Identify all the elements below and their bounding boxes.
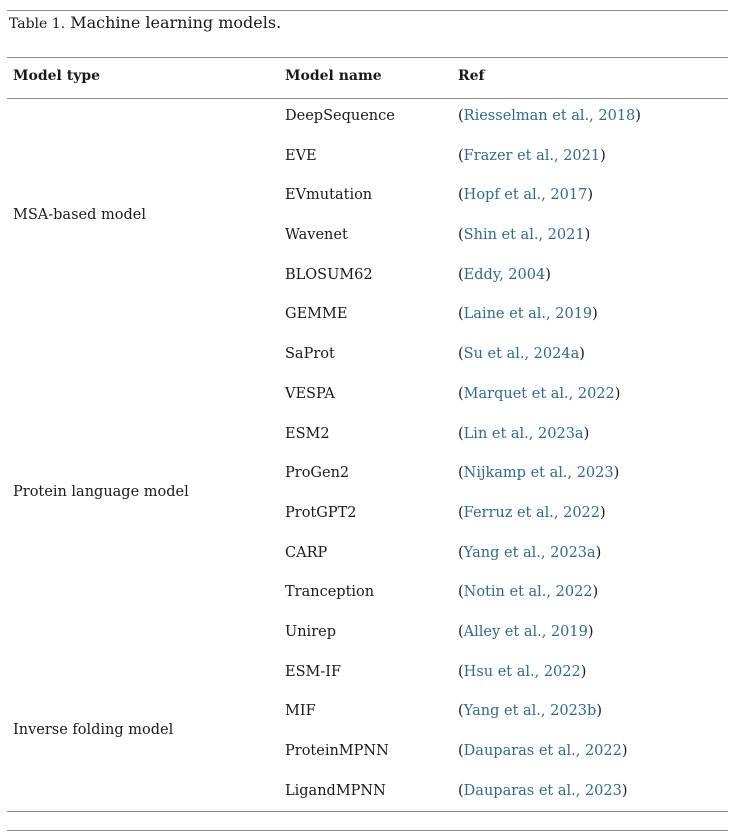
model-name: EVmutation bbox=[285, 187, 373, 204]
table-row bbox=[0, 424, 733, 464]
model-ref: (Lin et al., 2023a) bbox=[458, 425, 590, 442]
model-name: ESM2 bbox=[285, 425, 330, 442]
citation-link[interactable]: Yang et al., 2023a bbox=[463, 544, 596, 561]
group-label-msa: MSA-based model bbox=[13, 207, 146, 223]
citation-link[interactable]: Ferruz et al., 2022 bbox=[463, 504, 600, 521]
citation-link[interactable]: Yang et al., 2023b bbox=[463, 703, 597, 720]
model-name: EVE bbox=[285, 147, 317, 164]
table-row bbox=[0, 344, 733, 384]
header-bottom-rule bbox=[7, 98, 728, 99]
model-ref: (Notin et al., 2022) bbox=[458, 584, 599, 601]
table-bottom-rule bbox=[7, 811, 728, 812]
group-label-inverse-folding: Inverse folding model bbox=[13, 722, 174, 738]
citation-link[interactable]: Dauparas et al., 2022 bbox=[463, 743, 622, 759]
citation-link[interactable]: Alley et al., 2019 bbox=[463, 623, 588, 640]
model-ref: (Laine et al., 2019) bbox=[458, 306, 598, 323]
model-ref: (Hopf et al., 2017) bbox=[458, 187, 594, 204]
table-row bbox=[0, 384, 733, 424]
model-ref: (Shin et al., 2021) bbox=[458, 227, 591, 244]
citation-link[interactable]: Eddy, 2004 bbox=[463, 266, 546, 283]
model-name: DeepSequence bbox=[285, 108, 395, 124]
citation-link[interactable]: Frazer et al., 2021 bbox=[463, 147, 601, 164]
model-name: LigandMPNN bbox=[285, 782, 386, 799]
citation-link[interactable]: Notin et al., 2022 bbox=[463, 584, 593, 601]
citation-link[interactable]: Marquet et al., 2022 bbox=[463, 385, 615, 402]
model-ref: (Alley et al., 2019) bbox=[458, 623, 594, 640]
model-ref: (Nijkamp et al., 2023) bbox=[458, 465, 620, 482]
page-bottom-rule bbox=[7, 830, 728, 831]
table-caption bbox=[9, 13, 281, 34]
table-body bbox=[0, 106, 733, 820]
header-ref: Ref bbox=[458, 68, 485, 84]
header-model-name: Model name bbox=[285, 68, 382, 84]
model-name: ESM-IF bbox=[285, 663, 342, 680]
table-row bbox=[0, 781, 733, 821]
citation-link[interactable]: Riesselman et al., 2018 bbox=[463, 108, 636, 124]
model-name: Tranception bbox=[285, 584, 375, 601]
model-ref: (Yang et al., 2023b) bbox=[458, 703, 602, 720]
table-row bbox=[0, 225, 733, 265]
model-name: ProGen2 bbox=[285, 465, 350, 482]
model-name: CARP bbox=[285, 544, 328, 561]
header-top-rule bbox=[7, 57, 728, 58]
group-label-plm: Protein language model bbox=[13, 484, 189, 500]
model-ref: (Riesselman et al., 2018) bbox=[458, 108, 641, 124]
table-row bbox=[0, 146, 733, 186]
model-ref: (Eddy, 2004) bbox=[458, 266, 551, 283]
model-ref: (Dauparas et al., 2022) bbox=[458, 743, 628, 759]
model-name: VESPA bbox=[285, 385, 335, 402]
table-caption-title: Machine learning models. bbox=[70, 13, 282, 32]
table-row bbox=[0, 622, 733, 662]
citation-link[interactable]: Hsu et al., 2022 bbox=[463, 663, 581, 680]
table-row bbox=[0, 185, 733, 225]
model-name: Wavenet bbox=[285, 227, 348, 244]
table-row bbox=[0, 265, 733, 305]
model-name: ProteinMPNN bbox=[285, 743, 389, 759]
table-row bbox=[0, 701, 733, 741]
model-name: GEMME bbox=[285, 306, 348, 323]
model-name: SaProt bbox=[285, 346, 335, 363]
table-row bbox=[0, 741, 733, 781]
citation-link[interactable]: Nijkamp et al., 2023 bbox=[463, 465, 614, 482]
table-row bbox=[0, 503, 733, 543]
top-rule bbox=[7, 10, 728, 11]
citation-link[interactable]: Lin et al., 2023a bbox=[463, 425, 584, 442]
citation-link[interactable]: Laine et al., 2019 bbox=[463, 306, 593, 323]
model-ref: (Marquet et al., 2022) bbox=[458, 385, 621, 402]
citation-link[interactable]: Su et al., 2024a bbox=[463, 346, 580, 363]
table-row bbox=[0, 463, 733, 503]
model-ref: (Frazer et al., 2021) bbox=[458, 147, 606, 164]
model-ref: (Hsu et al., 2022) bbox=[458, 663, 587, 680]
table-row bbox=[0, 304, 733, 344]
citation-link[interactable]: Dauparas et al., 2023 bbox=[463, 782, 622, 799]
model-ref: (Yang et al., 2023a) bbox=[458, 544, 602, 561]
model-name: BLOSUM62 bbox=[285, 266, 373, 283]
model-ref: (Dauparas et al., 2023) bbox=[458, 782, 628, 799]
model-ref: (Ferruz et al., 2022) bbox=[458, 504, 606, 521]
model-name: ProtGPT2 bbox=[285, 504, 357, 521]
table-row bbox=[0, 582, 733, 622]
citation-link[interactable]: Shin et al., 2021 bbox=[463, 227, 585, 244]
table-row bbox=[0, 543, 733, 583]
model-ref: (Su et al., 2024a) bbox=[458, 346, 585, 363]
header-model-type: Model type bbox=[13, 68, 101, 84]
citation-link[interactable]: Hopf et al., 2017 bbox=[463, 187, 588, 204]
model-name: Unirep bbox=[285, 623, 336, 640]
model-name: MIF bbox=[285, 703, 316, 720]
table-caption-label: Table 1. bbox=[9, 16, 66, 32]
table-row bbox=[0, 662, 733, 702]
table-row bbox=[0, 106, 733, 146]
